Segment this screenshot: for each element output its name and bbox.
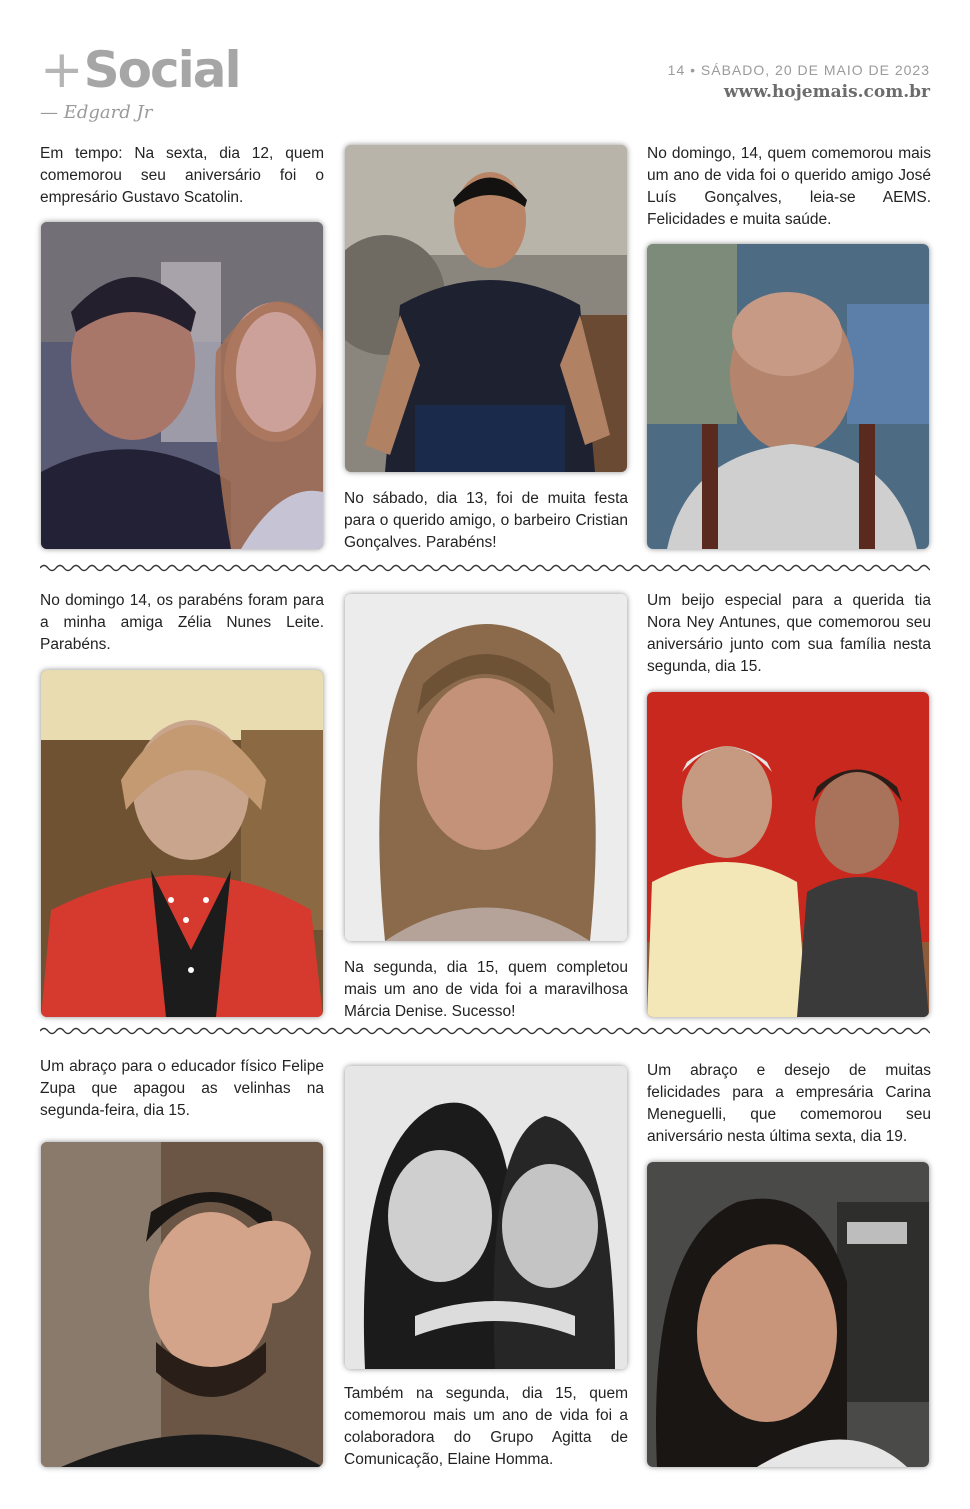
- caption-row3-right: Um abraço e desejo de muitas felicidades para a empresária Carina Meneguelli, que comemorou seu aniversário nesta última sexta, dia 19.: [647, 1062, 931, 1145]
- photo-couple-selfie: [41, 222, 323, 549]
- photo-marcia-selfie: [345, 594, 627, 941]
- wavy-divider: [40, 1025, 930, 1037]
- caption-row1-right: No domingo, 14, quem comemorou mais um ano de vida foi o querido amigo José Luís Gonçalves, leia-se AEMS. Felicidades e muita saúde.: [647, 145, 931, 228]
- wavy-divider: [40, 562, 930, 574]
- photo-nora-ney-couple: [647, 692, 929, 1017]
- caption-row3-left: Um abraço para o educador físico Felipe Zupa que apagou as velinhas na segunda-feira, dia 15.: [40, 1058, 324, 1119]
- photo-felipe-selfie: [41, 1142, 323, 1467]
- caption-row2-left: No domingo 14, os parabéns foram para a minha amiga Zélia Nunes Leite. Parabéns.: [40, 592, 324, 653]
- caption-row1-middle: No sábado, dia 13, foi de muita festa para o querido amigo, o barbeiro Cristian Gonçalves. Parabéns!: [344, 490, 628, 551]
- logo-word: Social: [83, 41, 240, 99]
- photo-jose-luis-portrait: [647, 244, 929, 549]
- columnist-signature: — Edgard Jr: [40, 102, 153, 123]
- photo-elaine-homma-bw: [345, 1066, 627, 1369]
- photo-zelia-portrait: [41, 670, 323, 1017]
- page-header: [40, 40, 930, 135]
- caption-row2-middle: Na segunda, dia 15, quem completou mais um ano de vida foi a maravilhosa Márcia Denise. Sucesso!: [344, 959, 628, 1020]
- photo-barber-portrait: [345, 145, 627, 472]
- section-logo: [40, 40, 240, 100]
- caption-row1-left: Em tempo: Na sexta, dia 12, quem comemorou seu aniversário foi o empresário Gustavo Scatolin.: [40, 145, 324, 206]
- caption-row2-right: Um beijo especial para a querida tia Nora Ney Antunes, que comemorou seu aniversário junto com sua família nesta segunda, dia 15.: [647, 592, 931, 675]
- page-dateline: 14 • SÁBADO, 20 DE MAIO DE 2023: [667, 62, 930, 78]
- logo-plus: +: [40, 40, 82, 100]
- website-url[interactable]: www.hojemais.com.br: [723, 82, 930, 102]
- photo-carina-selfie: [647, 1162, 929, 1467]
- caption-row3-middle: Também na segunda, dia 15, quem comemorou mais um ano de vida foi a colaboradora do Grupo Agitta de Comunicação, Elaine Homma.: [344, 1385, 628, 1468]
